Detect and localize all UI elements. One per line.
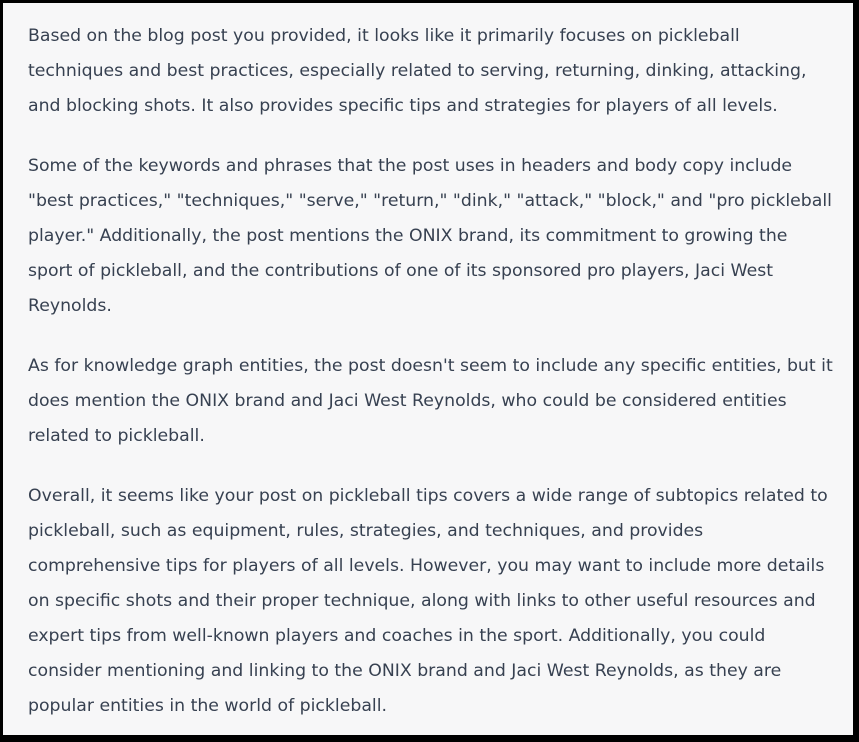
response-paragraph-2: Some of the keywords and phrases that the post uses in headers and body copy include "best practices," "techniques," "serve," "return," "dink," "attack," "block," and "pro pickleball player." Additionally, the post mentions the ONIX brand, its commitment to growing the sport of pickleball, and the contributions of one of its sponsored pro players, Jaci West Reynolds. [28,156,832,316]
response-paragraph-4: Overall, it seems like your post on pickleball tips covers a wide range of subtopics related to pickleball, such as equipment, rules, strategies, and techniques, and provides comprehensive tips for players of all levels. However, you may want to include more details on specific shots and their proper technique, along with links to other useful resources and expert tips from well-known players and coaches in the sport. Additionally, you could consider mentioning and linking to the ONIX brand and Jaci West Reynolds, as they are popular entities in the world of pickleball. [28,486,828,716]
response-paragraph-1: Based on the blog post you provided, it looks like it primarily focuses on pickleball techniques and best practices, especially related to serving, returning, dinking, attacking, and blocking shots. It also provides specific tips and strategies for players of all levels. [28,26,807,116]
assistant-response-panel [3,3,853,735]
response-paragraph-3: As for knowledge graph entities, the post doesn't seem to include any specific entities, but it does mention the ONIX brand and Jaci West Reynolds, who could be considered entities related to pickleball. [28,356,833,446]
